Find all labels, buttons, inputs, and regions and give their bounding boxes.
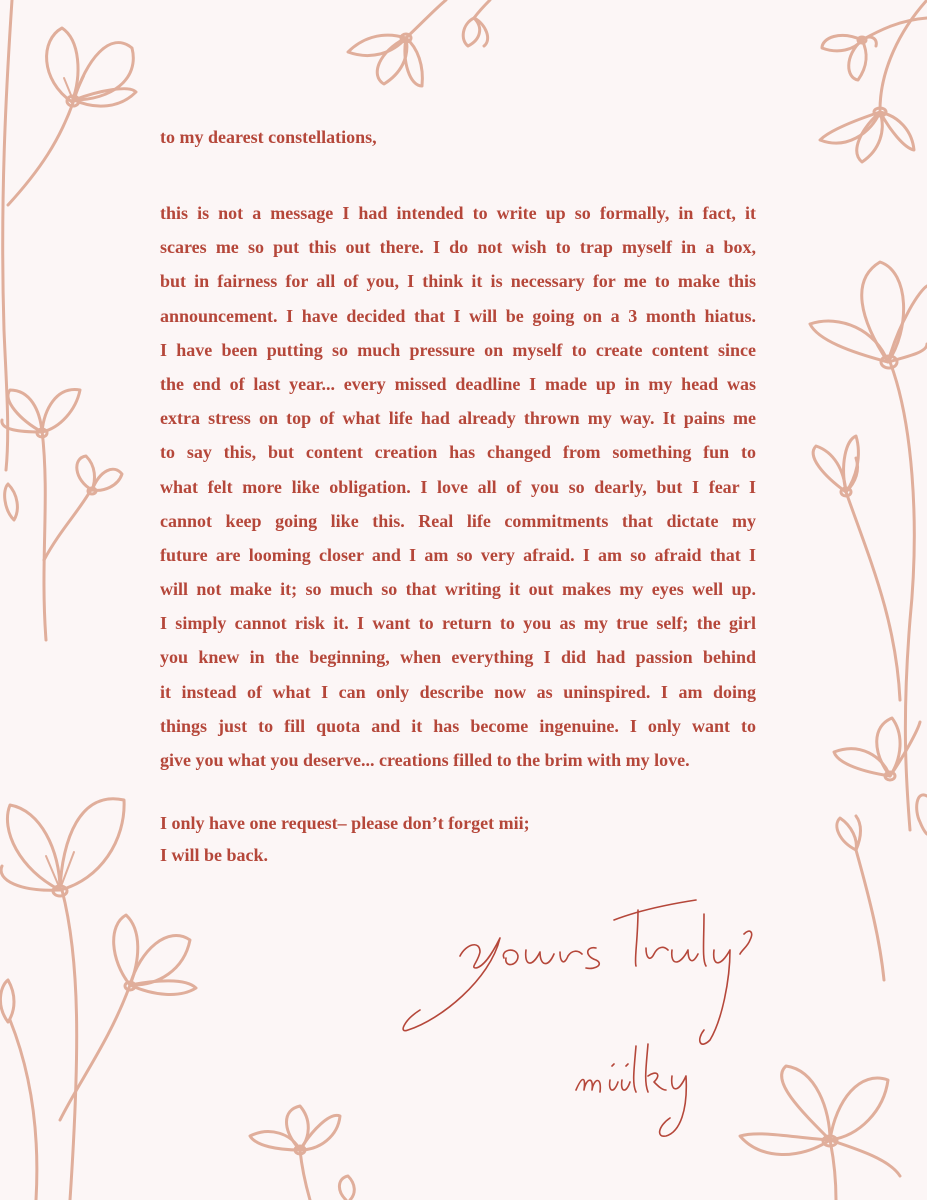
body-line: this is not a message I had intended to write up so formally, in fact, it xyxy=(160,203,756,223)
flower-bottom-center xyxy=(250,1106,340,1154)
body-line: I have been putting so much pressure on myself to create content since xyxy=(160,339,756,360)
letter-body xyxy=(160,196,756,777)
stem-right-lower xyxy=(856,850,884,980)
body-line: to say this, but content creation has changed from something fun to xyxy=(160,442,756,463)
stem-mid-left xyxy=(42,430,46,640)
stem-top-center xyxy=(406,0,446,38)
stem-top-center-2 xyxy=(474,0,490,18)
body-line: scares me so put this out there. I do not wish to trap myself in a box, xyxy=(160,237,756,258)
body-line: will not make it; so much so that writing it out makes my eyes well up. xyxy=(160,579,756,600)
stem-bottom-center xyxy=(300,1150,310,1200)
body-line: cannot keep going like this. Real life commitments that dictate my xyxy=(160,510,756,531)
bud-bottom-center xyxy=(339,1176,354,1200)
flower-right-upper xyxy=(810,262,927,368)
closing-line: I will be back. xyxy=(160,845,269,866)
salutation: to my dearest constellations, xyxy=(160,127,377,147)
bud-bottom-left xyxy=(0,980,14,1022)
flower-mid-left-small xyxy=(77,456,122,494)
body-line: it instead of what I can only describe now as uninspired. I am doing xyxy=(160,681,756,702)
body-line: extra stress on top of what life had already thrown my way. It pains me xyxy=(160,408,756,429)
stem-bottom-left-3 xyxy=(10,1020,37,1200)
closing-request xyxy=(160,807,756,871)
body-line: announcement. I have decided that I will be going on a 3 month hiatus. xyxy=(160,305,756,326)
body-line: give you what you deserve... creations filled to the brim with my love. xyxy=(160,750,690,770)
body-line: I simply cannot risk it. I want to return to you as my true self; the girl xyxy=(160,613,756,634)
stem-bottom-left xyxy=(62,890,77,1200)
stem-mid-left-branch xyxy=(44,488,92,560)
flower-top-left xyxy=(47,28,136,106)
bud-right-lower xyxy=(837,816,861,850)
flower-top-right-small xyxy=(822,35,876,80)
flower-top-right xyxy=(820,108,914,162)
bud-right-edge xyxy=(917,795,927,834)
letter-content xyxy=(160,124,756,871)
body-line: things just to fill quota and it has become ingenuine. I only want to xyxy=(160,715,756,736)
stem-top-left-branch xyxy=(8,100,74,205)
body-line: future are looming closer and I am so very afraid. I am so afraid that I xyxy=(160,544,756,565)
stem-bottom-right xyxy=(830,1140,836,1200)
closing-line: I only have one request– please don’t forget mii; xyxy=(160,813,530,834)
handwritten-signature xyxy=(400,870,790,1140)
signoff-script xyxy=(403,900,751,1044)
stem-right-mid xyxy=(846,492,900,700)
stem-top-right xyxy=(880,0,927,110)
body-line: you knew in the beginning, when everything I did had passion behind xyxy=(160,647,756,668)
bud-top-center xyxy=(463,18,487,46)
flower-bottom-left-mid xyxy=(114,915,196,994)
body-line: but in fairness for all of you, I think it is necessary for me to make this xyxy=(160,271,756,292)
signature-script xyxy=(576,1044,686,1136)
bud-left xyxy=(5,484,18,520)
flower-mid-left xyxy=(2,390,80,437)
body-line: what felt more like obligation. I love all of you so dearly, but I fear I xyxy=(160,476,756,497)
stem-bottom-left-2 xyxy=(60,985,130,1120)
flower-top-center xyxy=(348,34,422,86)
body-line: the end of last year... every missed deadline I made up in my head was xyxy=(160,373,756,394)
flower-bottom-left-large xyxy=(1,799,124,896)
flower-right-mid xyxy=(813,436,858,496)
